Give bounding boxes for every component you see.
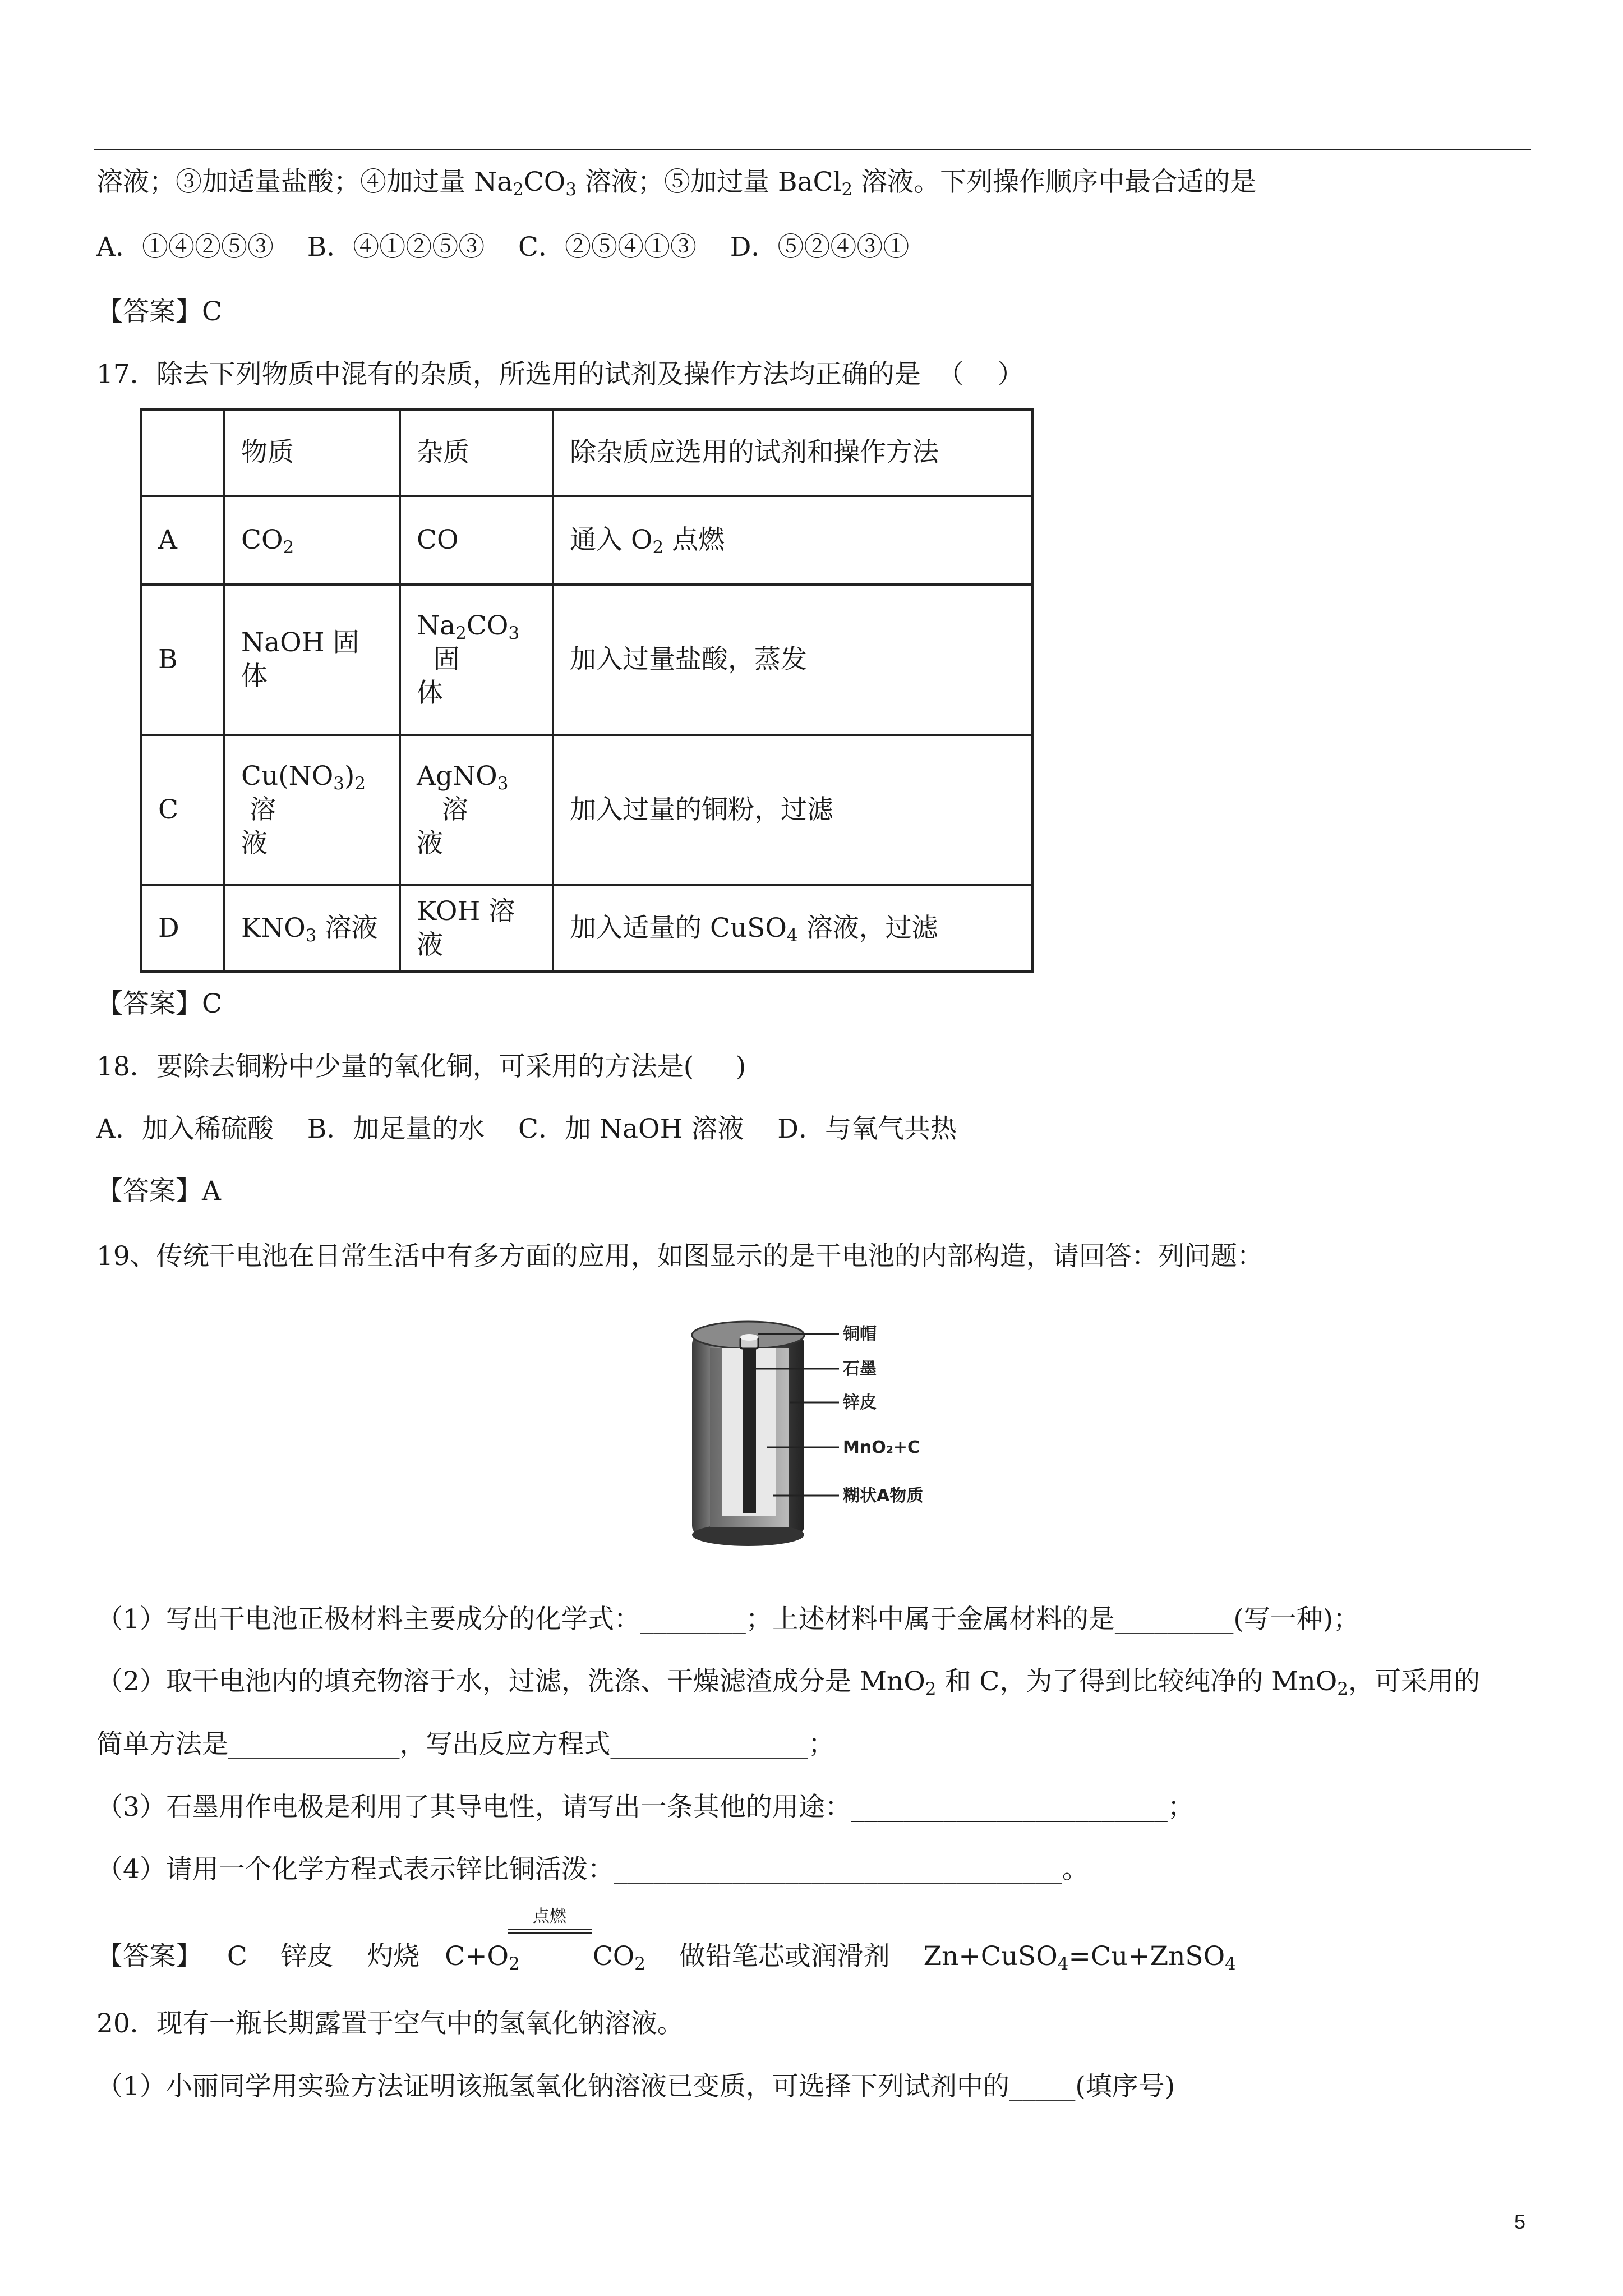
label-zinc-shell: 锌皮 (843, 1393, 877, 1412)
q16-line: 溶液；③加适量盐酸；④加过量 $Na_2CO_3$ 溶液；⑤加过量 BaCl$_2$ 溶液。下列操作顺序中最合适的是 (96, 167, 1257, 200)
q17-stem: 17．除去下列物质中混有的杂质，所选用的试剂及操作方法均正确的是 （ ） (96, 359, 1024, 390)
table-header-row (141, 409, 1032, 496)
impurity-cell: $Na_2CO_3$ 固 体 (400, 585, 553, 735)
method-cell: 加入适量的 CuSO$_4$ 溶液，过滤 (553, 885, 1032, 972)
table-header-cell: 除杂质应选用的试剂和操作方法 (553, 409, 1032, 496)
dry-battery-diagram (689, 1317, 992, 1547)
q20-part1: （1）小丽同学用实验方法证明该瓶氢氧化钠溶液已变质，可选择下列试剂中的_____(填序号) (96, 2071, 1175, 2102)
table-header-cell: 物质 (224, 409, 400, 496)
impurity-cell: AgNO$_3$ 溶 液 (400, 735, 553, 885)
page-number: 5 (1514, 2210, 1526, 2233)
q17-answer: 【答案】C (96, 988, 222, 1019)
header-rule (94, 149, 1531, 150)
q19-part1: （1）写出干电池正极材料主要成分的化学式：________；上述材料中属于金属材料的是_________(写一种)； (96, 1604, 1360, 1635)
method-cell: 加入过量盐酸，蒸发 (553, 585, 1032, 735)
q17-table (140, 408, 1034, 973)
impurity-cell: CO (400, 496, 553, 585)
table-row (141, 585, 1032, 735)
method-cell: 加入过量的铜粉，过滤 (553, 735, 1032, 885)
impurity-cell: KOH 溶液 (400, 885, 553, 972)
table-row (141, 496, 1032, 585)
label-paste: 糊状A物质 (843, 1486, 924, 1506)
row-label: D (141, 885, 224, 972)
label-copper-cap: 铜帽 (843, 1324, 877, 1344)
substance-cell: $KNO_3$ 溶液 (224, 885, 400, 972)
substance-cell: $Cu(NO_3)_2$ 溶 液 (224, 735, 400, 885)
substance-cell: $CO_2$ (224, 496, 400, 585)
row-label: C (141, 735, 224, 885)
row-label: A (141, 496, 224, 585)
reaction-condition: 点燃 (508, 1908, 592, 1934)
q18-options: A．加入稀硫酸 B．加足量的水 C．加 NaOH 溶液 D．与氧气共热 (96, 1114, 957, 1144)
q18-stem: 18．要除去铜粉中少量的氧化铜，可采用的方法是( ) (96, 1051, 746, 1082)
q18-answer: 【答案】A (96, 1176, 221, 1207)
q19-part4: （4）请用一个化学方程式表示锌比铜活泼：__________________________________。 (96, 1854, 1089, 1885)
table-row (141, 735, 1032, 885)
q20-stem: 20．现有一瓶长期露置于空气中的氢氧化钠溶液。 (96, 2008, 684, 2039)
label-mno2-c: MnO₂+C (843, 1438, 920, 1457)
q19-stem: 19、传统干电池在日常生活中有多方面的应用，如图显示的是干电池的内部构造，请回答：列问题： (96, 1241, 1264, 1272)
substance-cell: NaOH 固体 (224, 585, 400, 735)
q19-part2-line2: 简单方法是_____________，写出反应方程式_______________； (96, 1729, 834, 1760)
q16-options: A．①④②⑤③ B．④①②⑤③ C．②⑤④①③ D．⑤②④③① (96, 232, 910, 263)
method-cell: 通入 $O_2$ 点燃 (553, 496, 1032, 585)
q19-part3: （3）石墨用作电极是利用了其导电性，请写出一条其他的用途：________________________； (96, 1792, 1194, 1823)
q16-answer: 【答案】C (96, 296, 222, 327)
table-header-cell (141, 409, 224, 496)
q19-answer: 【答案】 C 锌皮 灼烧 $C+O_2$ $CO_2$ 做铅笔芯或润滑剂 Zn+CuSO$_4$=Cu+ZnSO$_4$ (96, 1941, 1236, 1974)
table-row (141, 885, 1032, 972)
row-label: B (141, 585, 224, 735)
label-graphite: 石墨 (843, 1359, 877, 1379)
table-header-cell: 杂质 (400, 409, 553, 496)
q19-part2-line1: （2）取干电池内的填充物溶于水，过滤，洗涤、干燥滤渣成分是 MnO$_2$ 和 C，为了得到比较纯净的 MnO$_2$，可采用的 (96, 1666, 1480, 1699)
